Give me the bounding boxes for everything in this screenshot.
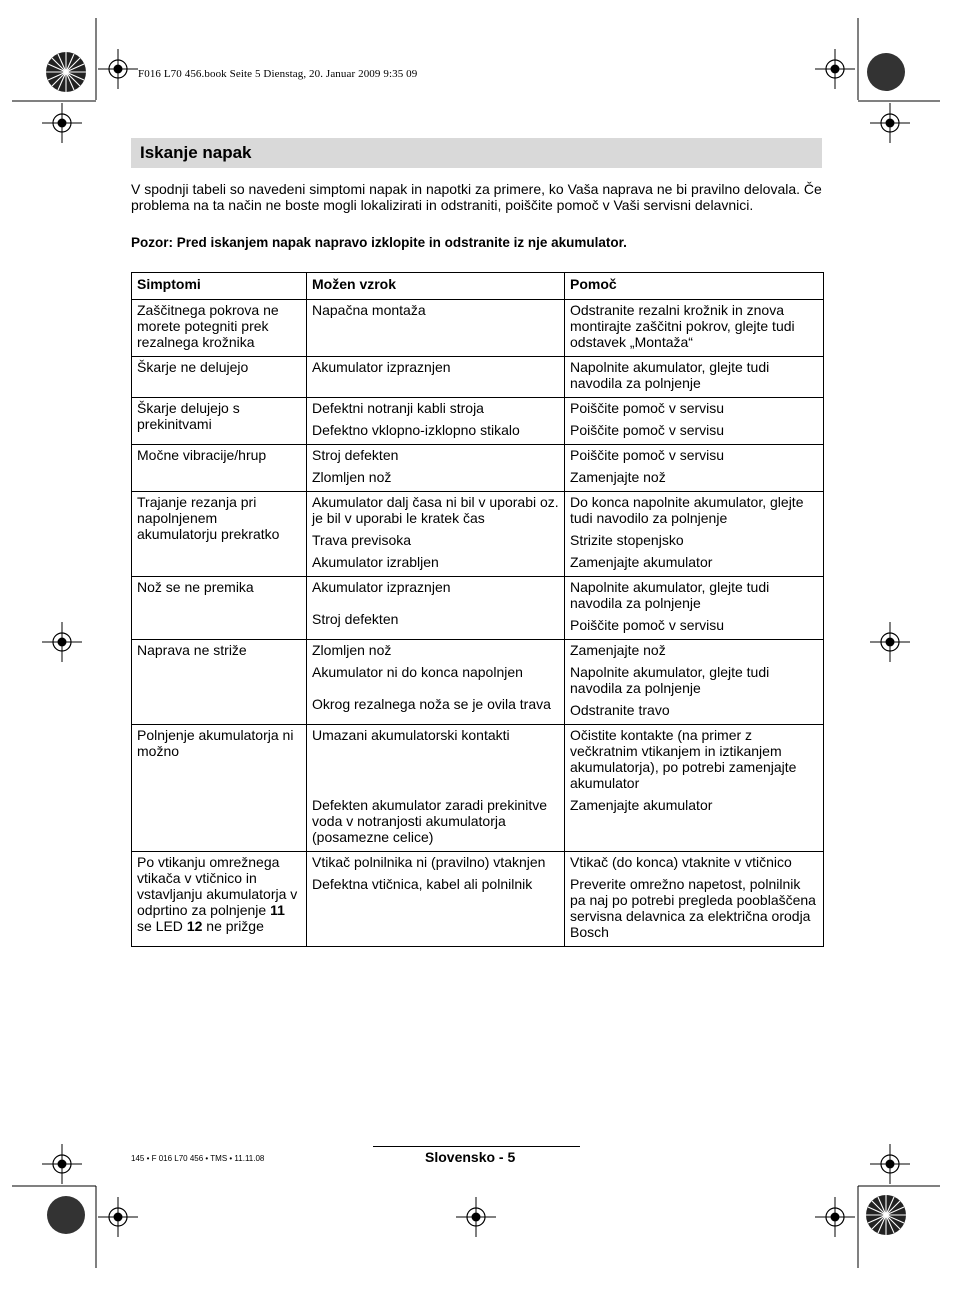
table-row xyxy=(132,640,824,725)
help-cell xyxy=(565,398,824,445)
cause-text: Akumulator izpraznjen xyxy=(312,359,451,375)
help-text: Napolnite akumulator, glejte tudi navodila za polnjenje xyxy=(570,359,770,391)
cause-cell xyxy=(307,577,565,640)
header-symptoms: Simptomi xyxy=(132,273,307,300)
header-help: Pomoč xyxy=(565,273,824,300)
help-cell xyxy=(565,445,824,492)
help-text: Strizite stopenjsko xyxy=(570,532,684,548)
symptom-text: se LED xyxy=(137,918,187,934)
cause-text: Defektna vtičnica, kabel ali polnilnik xyxy=(312,876,533,892)
help-text: Do konca napolnite akumulator, glejte tudi navodilo za polnjenje xyxy=(570,494,804,526)
symptom-cell: Močne vibracije/hrup xyxy=(132,445,307,492)
print-code: 145 • F 016 L70 456 • TMS • 11.11.08 xyxy=(131,1154,265,1163)
symptom-cell xyxy=(132,852,307,947)
cause-text: Okrog rezalnega noža se je ovila trava xyxy=(312,696,551,712)
cause-text: Defektni notranji kabli stroja xyxy=(312,400,484,416)
help-text: Poiščite pomoč v servisu xyxy=(570,422,725,438)
section-title: Iskanje napak xyxy=(140,143,252,162)
table-row xyxy=(132,492,824,577)
help-text: Poiščite pomoč v servisu xyxy=(570,617,725,633)
cause-cell xyxy=(307,357,565,398)
cause-text: Zlomljen nož xyxy=(312,469,392,485)
help-text: Poiščite pomoč v servisu xyxy=(570,447,725,463)
warning-note: Pozor: Pred iskanjem napak napravo izklopite in odstranite iz nje akumulator. xyxy=(131,235,627,250)
cause-text: Vtikač polnilnika ni (pravilno) vtaknjen xyxy=(312,854,546,870)
table-row xyxy=(132,725,824,852)
table-header-row xyxy=(132,273,824,300)
help-text: Vtikač (do konca) vtaknite v vtičnico xyxy=(570,854,792,870)
troubleshooting-table xyxy=(131,272,824,947)
cause-cell xyxy=(307,300,565,357)
help-text: Zamenjajte akumulator xyxy=(570,797,713,813)
symptom-cell: Naprava ne striže xyxy=(132,640,307,725)
symptom-cell: Nož se ne premika xyxy=(132,577,307,640)
intro-paragraph: V spodnji tabeli so navedeni simptomi napak in napotki za primere, ko Vaša naprava ne bi pravilno delovala. Če problema na ta način ne boste mogli lokalizirati in odstraniti, poiščite pomoč v Vaši servisni delavnici. xyxy=(131,181,822,213)
cause-text: Napačna montaža xyxy=(312,302,426,318)
section-heading-bar xyxy=(131,138,822,168)
table-row xyxy=(132,300,824,357)
cause-cell xyxy=(307,492,565,577)
cause-text: Defektno vklopno-izklopno stikalo xyxy=(312,422,520,438)
cause-cell xyxy=(307,640,565,725)
help-text: Odstranite rezalni krožnik in znova montirajte zaščitni pokrov, glejte tudi odstavek „Montaža“ xyxy=(570,302,795,350)
help-cell xyxy=(565,640,824,725)
table-row xyxy=(132,852,824,947)
cause-text: Akumulator izrabljen xyxy=(312,554,439,570)
cause-text: Defekten akumulator zaradi prekinitve voda v notranjosti akumulatorja (posamezne celice) xyxy=(312,797,548,845)
cause-cell xyxy=(307,445,565,492)
help-text: Napolnite akumulator, glejte tudi navodila za polnjenje xyxy=(570,664,770,696)
symptom-cell: Zaščitnega pokrova ne morete potegniti prek rezalnega krožnika xyxy=(132,300,307,357)
header-cause: Možen vzrok xyxy=(307,273,565,300)
cause-cell xyxy=(307,725,565,852)
table-row xyxy=(132,445,824,492)
symptom-cell: Škarje ne delujejo xyxy=(132,357,307,398)
symptom-cell: Škarje delujejo s prekinitvami xyxy=(132,398,307,445)
help-cell xyxy=(565,492,824,577)
table-row xyxy=(132,398,824,445)
table-row xyxy=(132,577,824,640)
help-text: Preverite omrežno napetost, polnilnik pa naj po potrebi pregleda pooblaščena servisna delavnica za električna orodja Bosch xyxy=(570,876,816,940)
help-cell xyxy=(565,852,824,947)
symptom-cell: Polnjenje akumulatorja ni možno xyxy=(132,725,307,852)
cause-text: Zlomljen nož xyxy=(312,642,392,658)
footer-rule xyxy=(373,1146,580,1147)
reference-number-led: 12 xyxy=(186,918,203,934)
page-number-label: Slovensko - 5 xyxy=(425,1149,516,1165)
help-cell xyxy=(565,725,824,852)
help-cell xyxy=(565,577,824,640)
cause-text: Akumulator dalj časa ni bil v uporabi oz. je bil v uporabi le kratek čas xyxy=(312,494,559,526)
help-text: Zamenjajte nož xyxy=(570,469,666,485)
cause-text: Umazani akumulatorski kontakti xyxy=(312,727,510,743)
symptom-cell: Trajanje rezanja pri napolnjenem akumulatorju prekratko xyxy=(132,492,307,577)
symptom-text: Po vtikanju omrežnega vtikača v vtičnico in vstavljanju akumulatorja v odprtino za polnjenje xyxy=(137,854,298,918)
help-cell xyxy=(565,357,824,398)
help-text: Poiščite pomoč v servisu xyxy=(570,400,725,416)
help-cell xyxy=(565,300,824,357)
help-text: Zamenjajte nož xyxy=(570,642,666,658)
help-text: Odstranite travo xyxy=(570,702,670,718)
cause-cell xyxy=(307,852,565,947)
print-header: F016 L70 456.book Seite 5 Dienstag, 20. Januar 2009 9:35 09 xyxy=(138,68,418,80)
help-text: Očistite kontakte (na primer z večkratnim vtikanjem in iztikanjem akumulatorja), po potrebi zamenjajte akumulator xyxy=(570,727,797,791)
help-text: Zamenjajte akumulator xyxy=(570,554,713,570)
table-row xyxy=(132,357,824,398)
symptom-text: ne prižge xyxy=(202,918,264,934)
reference-number-charger-slot: 11 xyxy=(270,902,285,918)
cause-text: Akumulator ni do konca napolnjen xyxy=(312,664,523,680)
cause-cell xyxy=(307,398,565,445)
cause-text: Akumulator izpraznjen xyxy=(312,579,451,595)
cause-text: Stroj defekten xyxy=(312,611,399,627)
cause-text: Stroj defekten xyxy=(312,447,399,463)
cause-text: Trava previsoka xyxy=(312,532,412,548)
help-text: Napolnite akumulator, glejte tudi navodila za polnjenje xyxy=(570,579,770,611)
